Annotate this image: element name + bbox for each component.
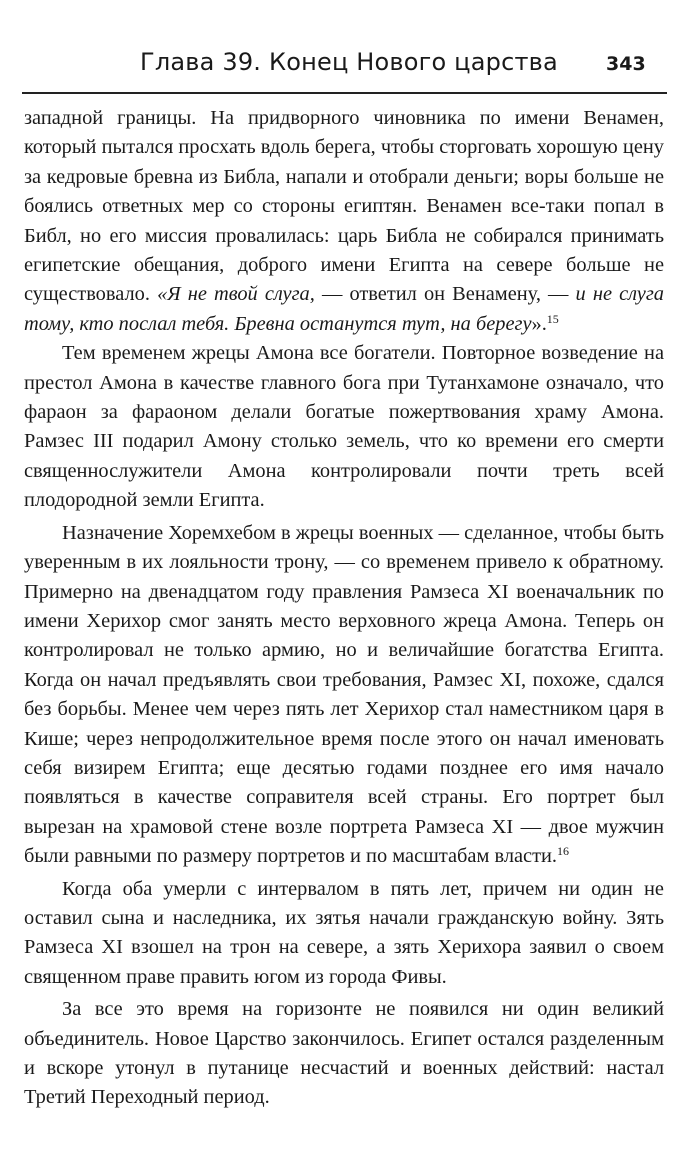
paragraph-2 — [24, 339, 664, 515]
text-segment: Назначение Хоремхебом в жрецы военных — сделанное, чтобы быть уверенным в их лояльности трону, — со временем привело к обратному. Примерно на двенадцатом году правления Рамзеса XI военачальник по имени Херихор смог занять место верховного жреца Амона. Теперь он контролировал не только армию, но и величайшие богатства Египта. Когда он начал предъявлять свои требования, Рамзес XI, похоже, сдался без борьбы. Менее чем через пять лет Херихор стал наместником царя в Кише; через непродолжительное время после этого он начал именовать себя визирем Египта; еще десятью годами позднее его имя начало появляться в качестве соправителя всей страны. Его портрет был вырезан на храмовой стене возле портрета Рамзеса XI — двое мужчин были равными по размеру портретов и по масштабам власти. — [24, 521, 664, 868]
footnote-ref: 16 — [557, 844, 570, 859]
italic-quote: «Я не твой слуга, — [157, 283, 315, 306]
paragraph-3 — [24, 519, 664, 872]
italic-quote: и не слуга тому, кто послал тебя. Бревна останутся тут, на берегу — [24, 283, 664, 335]
chapter-title: Глава 39. Конец Нового царства — [140, 48, 558, 76]
body-text — [24, 104, 664, 1113]
page-number: 343 — [606, 53, 646, 75]
header-rule — [22, 92, 667, 94]
running-head — [0, 44, 691, 84]
text-segment: — ответил он Венамену, — — [314, 283, 576, 306]
paragraph-1 — [24, 104, 664, 339]
text-segment: За все это время на горизонте не появился ни один великий объединитель. Новое Царство закончилось. Египет остался разделенным и вскоре утонул в путанице несчастий и военных действий: настал Третий Переходный период. — [24, 998, 664, 1109]
paragraph-5 — [24, 995, 664, 1113]
footnote-ref: 15 — [546, 311, 559, 326]
text-segment: Тем временем жрецы Амона все богатели. Повторное возведение на престол Амона в качестве главного бога при Тутанхамоне означало, что фараон за фараоном делали богатые пожертвования храму Амона. Рамзес III подарил Амону столько земель, что ко времени его смерти священнослужители Амона контролировали почти треть всей плодородной земли Египта. — [24, 342, 664, 512]
paragraph-4 — [24, 875, 664, 993]
text-segment: Когда оба умерли с интервалом в пять лет, причем ни один не оставил сына и наследника, их зятья начали гражданскую войну. Зять Рамзеса XI взошел на трон на севере, а зять Херихора заявил о своем священном праве править югом из города Фивы. — [24, 877, 664, 988]
text-segment: западной границы. На придворного чиновника по имени Венамен, который пытался просхать вдоль берега, чтобы сторговать хорошую цену за кедровые бревна из Библа, напали и отобрали деньги; воры больше не боялись ответных мер со стороны египтян. Венамен все-таки попал в Библ, но его миссия провалилась: царь Библа не собирался принимать египетские обещания, доброго имени Египта на севере больше не существовало. — [24, 107, 664, 306]
text-segment: ». — [531, 312, 547, 335]
